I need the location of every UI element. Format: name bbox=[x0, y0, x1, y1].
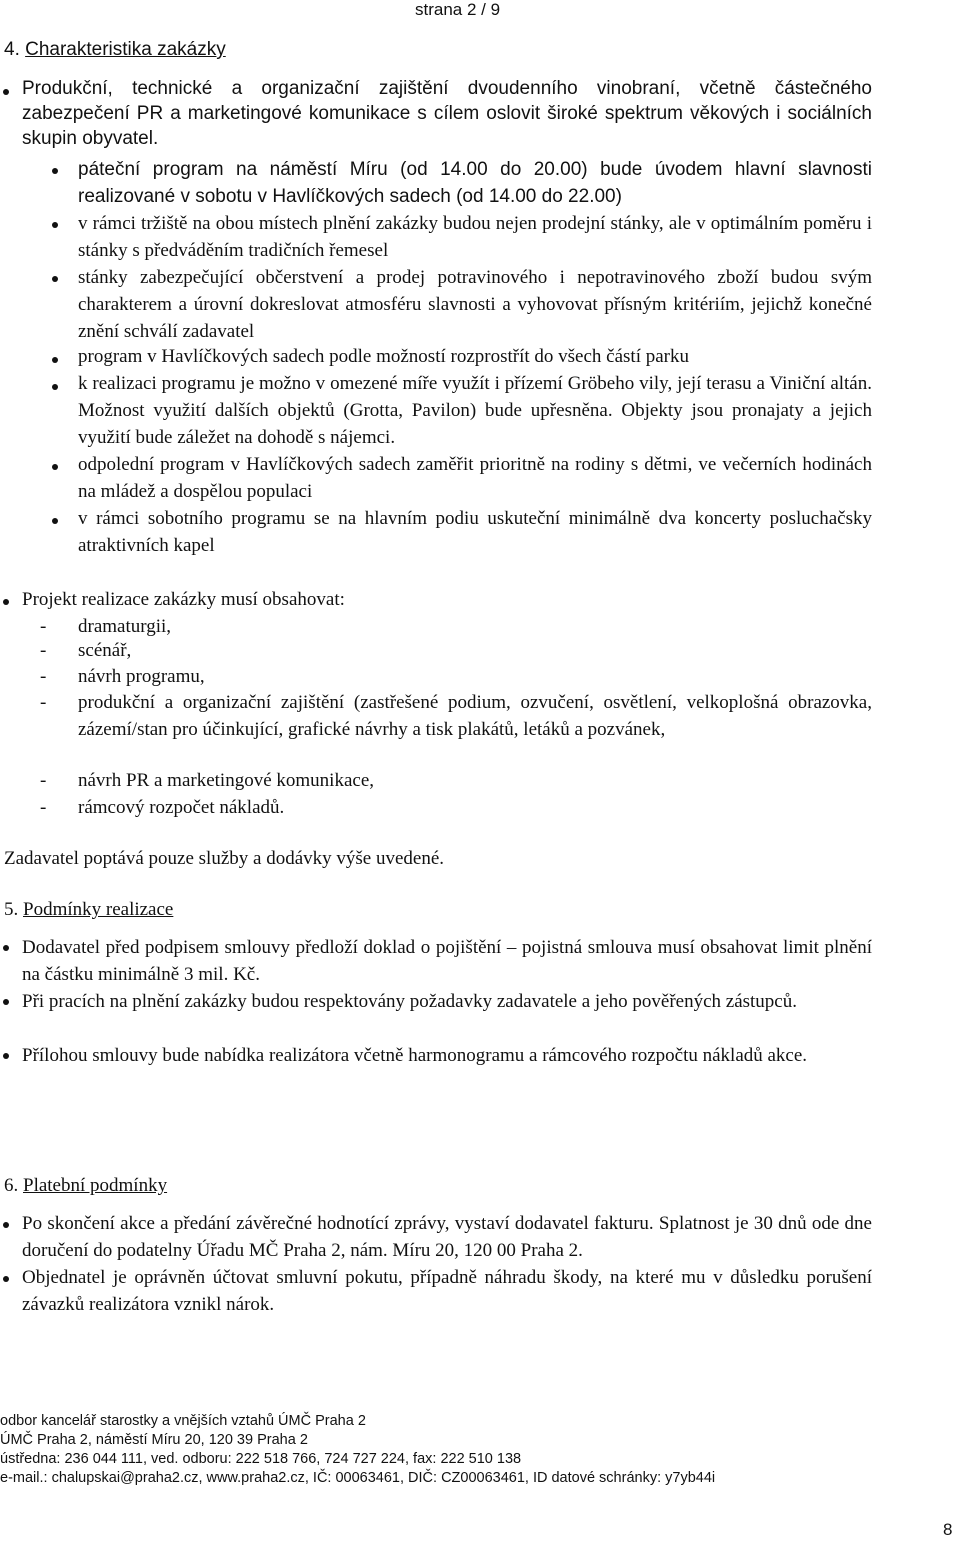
bullet-icon bbox=[3, 89, 9, 95]
dash-marker: - bbox=[40, 797, 47, 818]
list-item: návrh programu, bbox=[78, 666, 205, 687]
project-intro: Projekt realizace zakázky musí obsahovat: bbox=[22, 589, 345, 610]
section-4-intro: Produkční, technické a organizační zajištění dvoudenního vinobraní, včetně částečného zabezpečení PR a marketingové komunikace s cílem oslovit široké spektrum věkových i sociálních skupin obyvatel. bbox=[22, 78, 872, 149]
section-5-title: Podmínky realizace bbox=[23, 899, 174, 920]
bullet-icon bbox=[52, 276, 58, 282]
footer-contacts: e-mail.: chalupskai@praha2.cz, www.praha2.cz, IČ: 00063461, DIČ: CZ00063461, ID datové schránky: y7yb44i bbox=[0, 1470, 716, 1486]
list-item: produkční a organizační zajištění (zastřešené podium, ozvučení, osvětlení, velkoplošná obrazovka, zázemí/stan pro účinkující, grafické návrhy a tisk plakátů, letáků a pozvánek, bbox=[78, 692, 872, 740]
list-item: Objednatel je oprávněn účtovat smluvní pokutu, případně náhradu škody, na které mu v důsledku porušení závazků realizátora vznikl nárok. bbox=[22, 1267, 872, 1315]
list-item: odpolední program v Havlíčkových sadech zaměřit prioritně na rodiny s dětmi, ve večerních hodinách na mládež a dospělou populaci bbox=[78, 454, 872, 502]
dash-marker: - bbox=[40, 666, 47, 687]
bullet-icon bbox=[52, 518, 58, 524]
list-item: Po skončení akce a předání závěrečné hodnotící zprávy, vystaví dodavatel fakturu. Splatnost je 30 dnů ode dne doručení do podatelny Úřadu MČ Praha 2, nám. Míru 20, 120 00 Praha 2. bbox=[22, 1213, 872, 1261]
bullet-icon bbox=[52, 384, 58, 390]
footer-phones: ústředna: 236 044 111, ved. odboru: 222 518 766, 724 727 224, fax: 222 510 138 bbox=[0, 1451, 522, 1467]
list-item: k realizaci programu je možno v omezené míře využít i přízemí Gröbeho vily, její terasu a Viniční altán. Možnost využití dalších objektů (Grotta, Pavilon) bude upřesněna. Objekty jsou pronajaty a jejich využití bude záležet na dohodě s nájemci. bbox=[78, 373, 872, 448]
bullet-icon bbox=[52, 357, 58, 363]
list-item: Při pracích na plnění zakázky budou respektovány požadavky zadavatele a jeho pověřených zástupců. bbox=[22, 991, 797, 1012]
section-4-closing: Zadavatel poptává pouze služby a dodávky výše uvedené. bbox=[4, 848, 445, 869]
list-item: scénář, bbox=[78, 640, 132, 661]
section-5-number: 5. bbox=[4, 899, 23, 920]
bullet-icon bbox=[3, 1276, 9, 1282]
list-item: návrh PR a marketingové komunikace, bbox=[78, 770, 375, 791]
dash-marker: - bbox=[40, 692, 47, 713]
dash-marker: - bbox=[40, 640, 47, 661]
section-6-number: 6. bbox=[4, 1175, 23, 1196]
list-item: stánky zabezpečující občerstvení a prodej potravinového i nepotravinového zboží budou svým charakterem a úrovní dokreslovat atmosféru slavnosti a vyhovovat přísným kritériím, jejichž konečné znění schválí zadavatel bbox=[78, 267, 872, 342]
section-6-title: Platební podmínky bbox=[23, 1175, 168, 1196]
bullet-icon bbox=[3, 1053, 9, 1059]
section-4-number: 4. bbox=[4, 39, 26, 60]
list-item: program v Havlíčkových sadech podle možností rozprostřít do všech částí parku bbox=[78, 346, 689, 367]
dash-marker: - bbox=[40, 770, 47, 791]
list-item: rámcový rozpočet nákladů. bbox=[78, 797, 285, 818]
bullet-icon bbox=[52, 222, 58, 228]
section-5-heading bbox=[4, 896, 173, 923]
section-6-heading bbox=[4, 1172, 167, 1199]
bullet-icon bbox=[3, 999, 9, 1005]
bullet-icon bbox=[52, 464, 58, 470]
footer-department: odbor kancelář starostky a vnějších vztahů ÚMČ Praha 2 bbox=[0, 1413, 366, 1429]
bullet-icon bbox=[3, 945, 9, 951]
section-4-heading bbox=[4, 36, 226, 63]
section-4-title: Charakteristika zakázky bbox=[25, 39, 226, 60]
list-item: dramaturgii, bbox=[78, 616, 172, 637]
list-item: páteční program na náměstí Míru (od 14.00 do 20.00) bude úvodem hlavní slavnosti realizované v sobotu v Havlíčkových sadech (od 14.00 do 22.00) bbox=[78, 159, 872, 207]
footer-address: ÚMČ Praha 2, náměstí Míru 20, 120 39 Praha 2 bbox=[0, 1432, 308, 1448]
bullet-icon bbox=[3, 599, 9, 605]
list-item: v rámci sobotního programu se na hlavním podiu uskuteční minimálně dva koncerty posluchačsky atraktivních kapel bbox=[78, 508, 872, 556]
dash-marker: - bbox=[40, 616, 47, 637]
list-item: v rámci tržiště na obou místech plnění zakázky budou nejen prodejní stánky, ale v optimálním poměru i stánky s předváděním tradičních řemesel bbox=[78, 213, 872, 261]
bullet-icon bbox=[3, 1222, 9, 1228]
list-item: Dodavatel před podpisem smlouvy předloží doklad o pojištění – pojistná smlouva musí obsahovat limit plnění na částku minimálně 3 mil. Kč. bbox=[22, 937, 872, 985]
list-item: Přílohou smlouvy bude nabídka realizátora včetně harmonogramu a rámcového rozpočtu nákladů akce. bbox=[22, 1045, 808, 1066]
bullet-icon bbox=[52, 168, 58, 174]
bottom-page-number: 8 bbox=[943, 1520, 953, 1539]
page-indicator: strana 2 / 9 bbox=[415, 0, 501, 19]
